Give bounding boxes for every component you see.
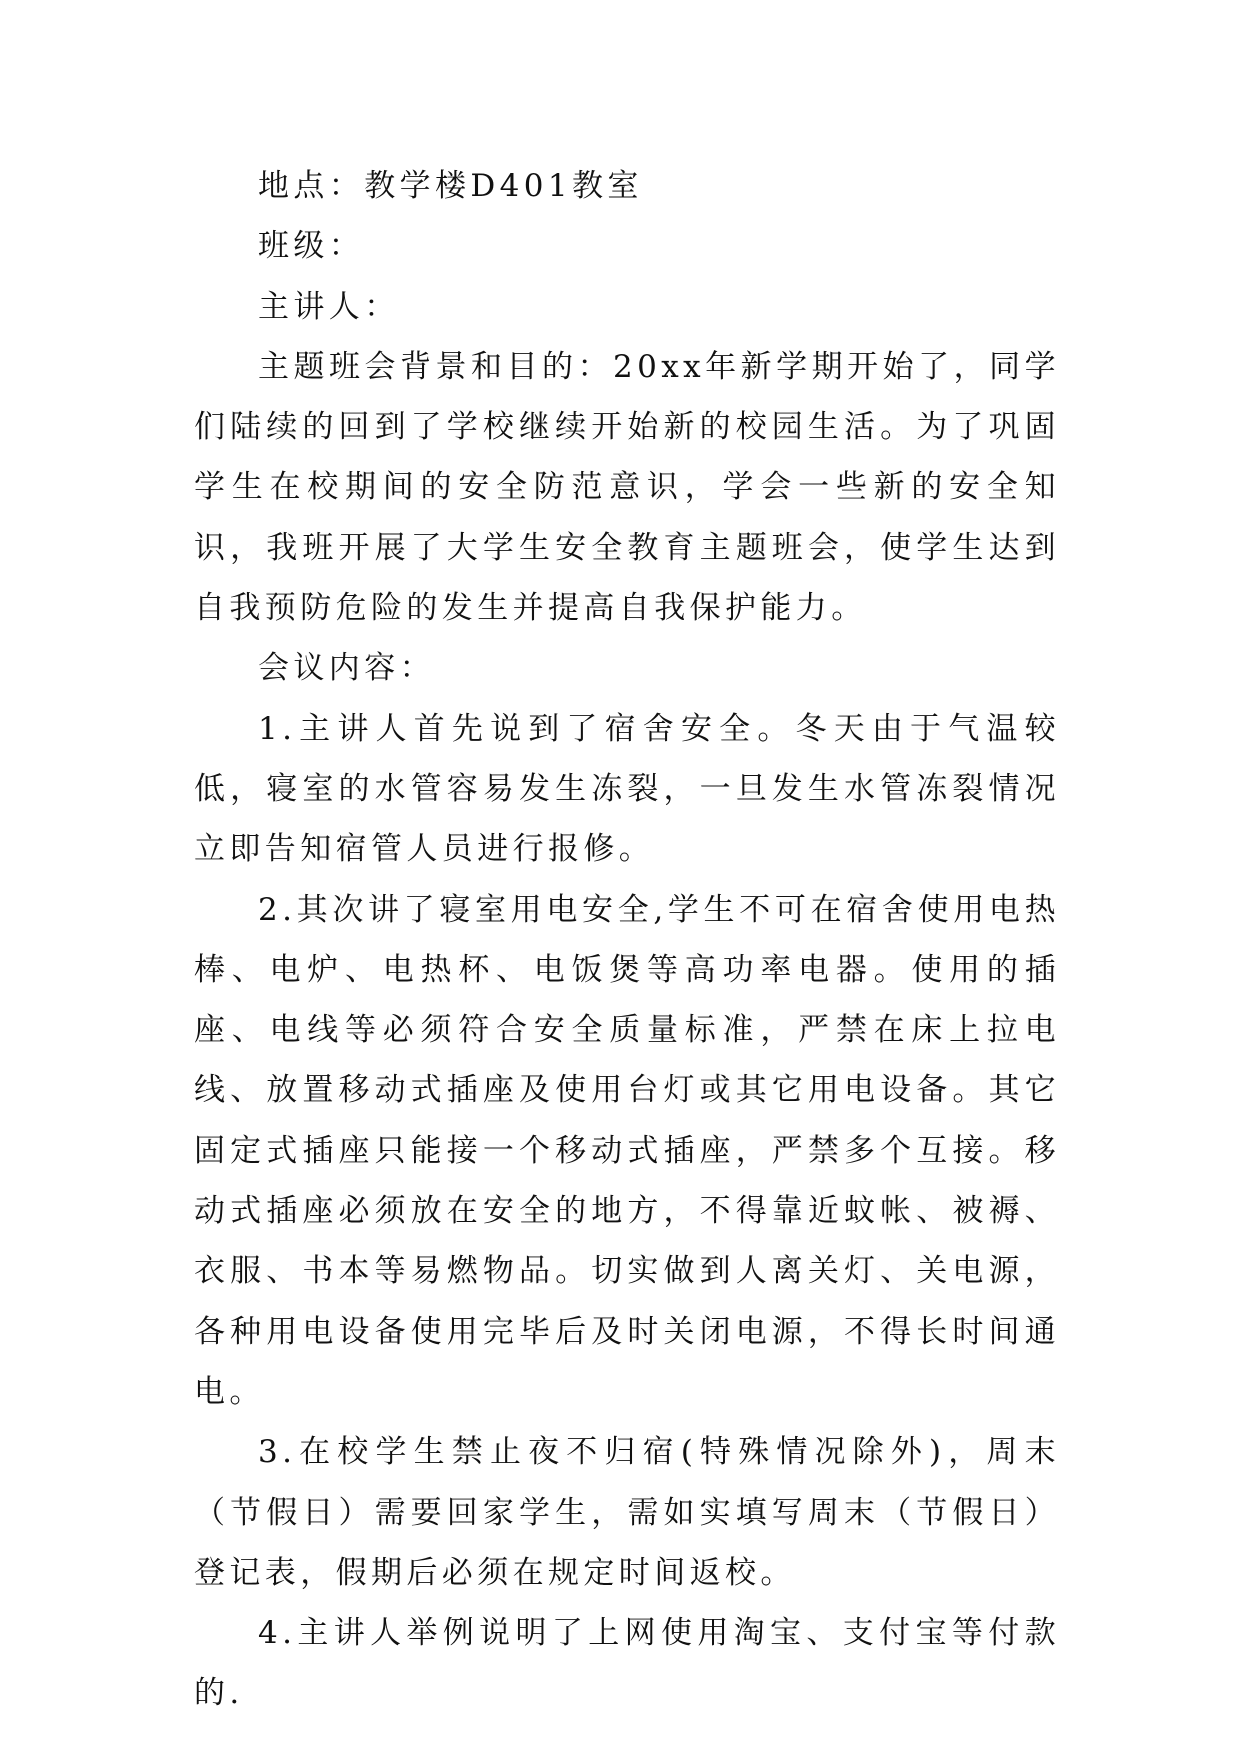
meeting-content-heading: 会议内容： bbox=[258, 650, 435, 687]
document-body bbox=[194, 156, 1060, 1724]
location-line: 地点：教学楼D401教室 bbox=[258, 168, 643, 204]
item-1-paragraph: 1.主讲人首先说到了宿舍安全。冬天由于气温较低，寝室的水管容易发生冻裂，一旦发生水管冻裂情况立即告知宿管人员进行报修。 bbox=[194, 710, 1060, 868]
class-line: 班级： bbox=[258, 228, 365, 265]
item-2-paragraph: 2.其次讲了寝室用电安全,学生不可在宿舍使用电热棒、电炉、电热杯、电饭煲等高功率电器。使用的插座、电线等必须符合安全质量标准，严禁在床上拉电线、放置移动式插座及使用台灯或其它用电设备。其它固定式插座只能接一个移动式插座，严禁多个互接。移动式插座必须放在安全的地方，不得靠近蚊帐、被褥、衣服、书本等易燃物品。切实做到人离关灯、关电源，各种用电设备使用完毕后及时关闭电源，不得长时间通电。 bbox=[194, 891, 1060, 1410]
background-paragraph: 主题班会背景和目的：20xx年新学期开始了，同学们陆续的回到了学校继续开始新的校园生活。为了巩固学生在校期间的安全防范意识，学会一些新的安全知识，我班开展了大学生安全教育主题班会，使学生达到自我预防危险的发生并提高自我保护能力。 bbox=[194, 348, 1060, 627]
item-4-paragraph: 4.主讲人举例说明了上网使用淘宝、支付宝等付款的. bbox=[194, 1615, 1060, 1712]
speaker-line: 主讲人： bbox=[258, 288, 400, 325]
item-3-paragraph: 3.在校学生禁止夜不归宿(特殊情况除外)，周末（节假日）需要回家学生，需如实填写周末（节假日）登记表，假期后必须在规定时间返校。 bbox=[194, 1434, 1060, 1591]
